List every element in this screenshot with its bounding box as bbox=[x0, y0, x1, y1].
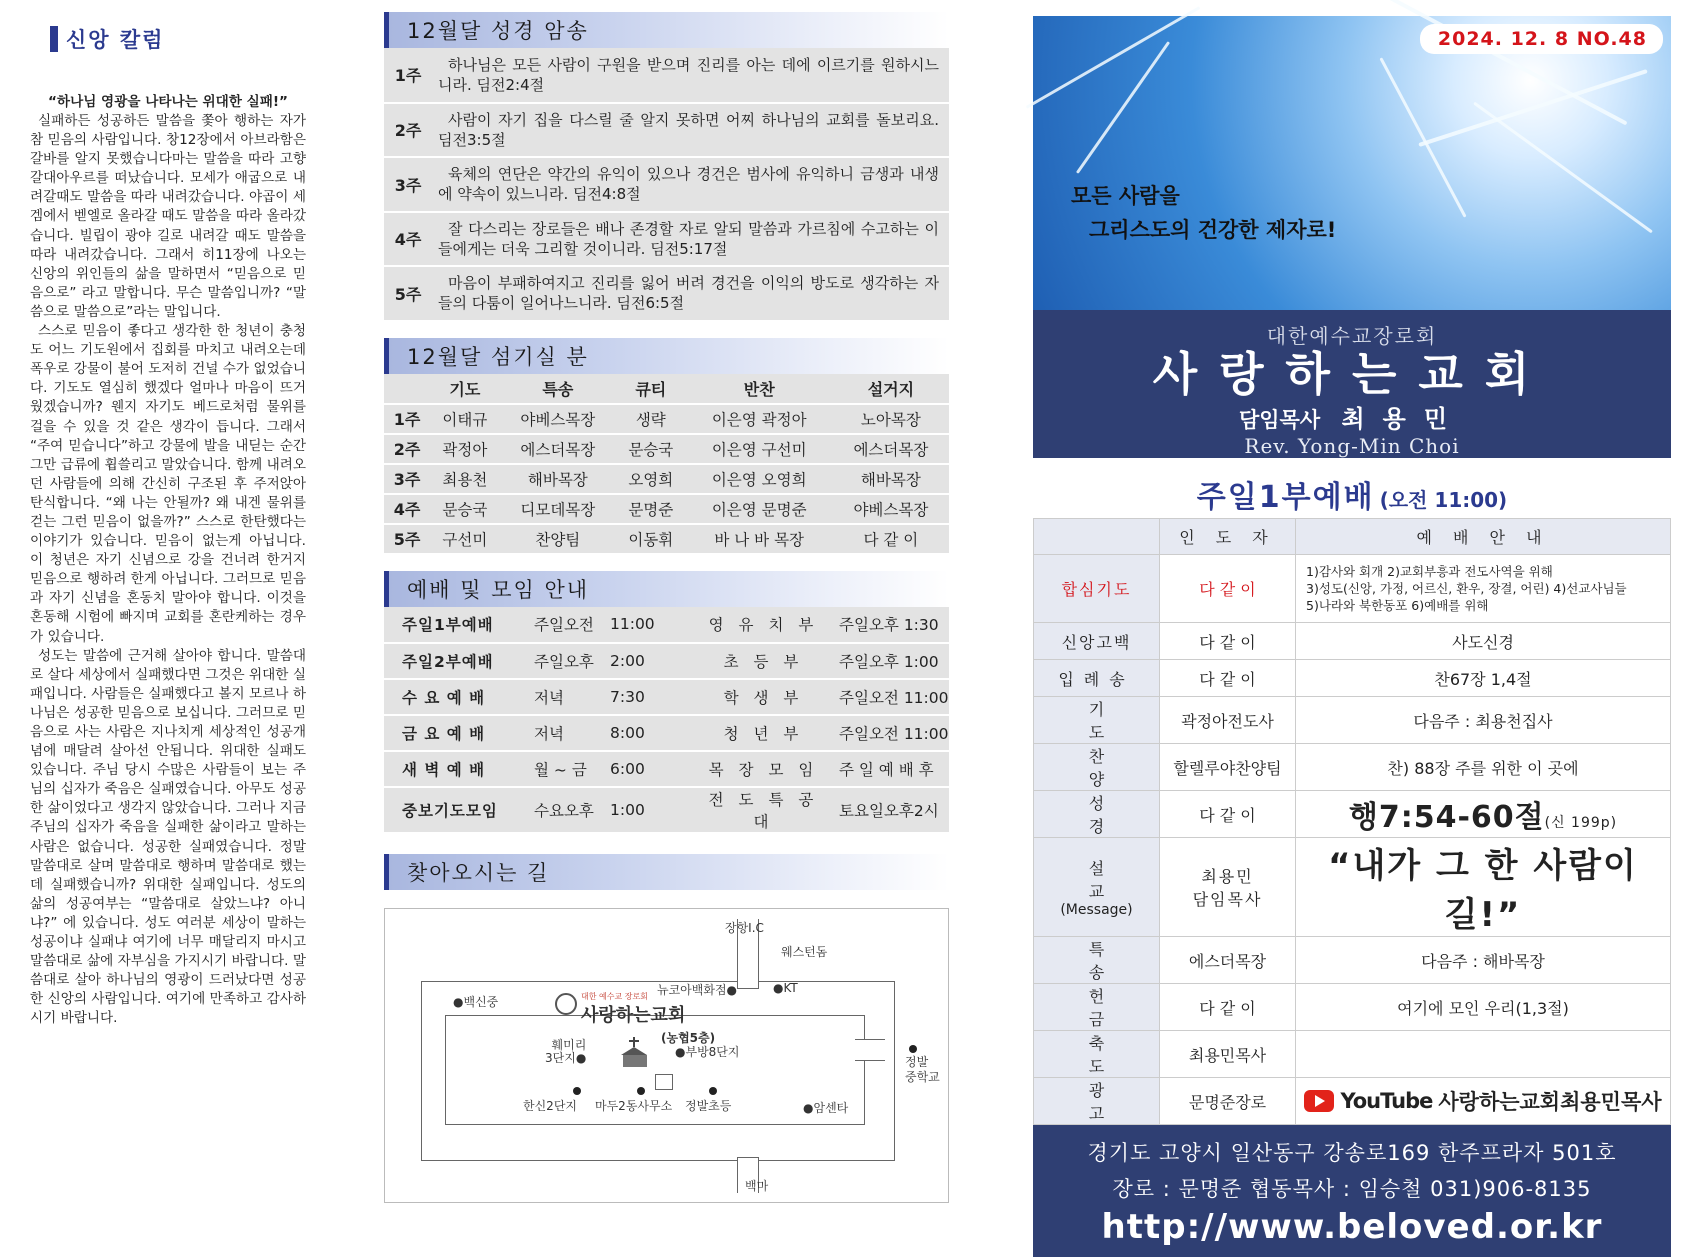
worship-time: 7:30 bbox=[610, 679, 696, 715]
directions-heading: 찾아오시는 길 bbox=[384, 854, 949, 890]
serve-cell: 노아목장 bbox=[833, 404, 949, 434]
order-info: 찬) 88장 주를 위한 이 곳에 bbox=[1296, 744, 1671, 791]
map-western-dome: 웨스턴돔 bbox=[781, 944, 828, 959]
order-col-header: 예 배 안 내 bbox=[1296, 519, 1671, 555]
serve-cell: 해바목장 bbox=[833, 464, 949, 494]
order-row bbox=[1034, 838, 1671, 937]
order-info: 다음주 : 해바목장 bbox=[1296, 937, 1671, 984]
worship-dept-time: 주일오후 1:30 bbox=[831, 607, 949, 643]
essay-paragraph: 스스로 믿음이 좋다고 생각한 한 청년이 충청도 어느 기도원에서 집회를 마치고 내려오는데 폭우로 강물이 불어 도저히 건널 수가 없었습니다. 기도도 열심히 했겠다 얼마나 마음이 뜨거웠겠습니까? 웬지 자기도 베드로처럼 물위를 걸을 수 있을 것 같은 생각이 듭니다. 그래서 “주여 믿습니다”하고 강물에 발을 내딛는 순간 그만 급류에 휩쓸리고 말았습니다. 함께 내려오던 사람들에 의해 간신히 구조된 후 주저앉아 탄식합니다. “왜 나는 안될까? 왜 내겐 물위를 걷는 그런 믿음이 없을까?” 스스로 한탄했다는 이야기가 있습니다. 믿음이 없는게 아닙니다. 이 청년은 자기 신념으로 강을 건너려 한거지 믿음으로 행하려 한게 아닙니다. 그러므로 믿음과 자기 신념을 혼동치 말아야 합니다. 이것을 혼동해 시험에 빠지며 교회를 혼란케하는 경우가 있습니다. bbox=[30, 323, 306, 645]
memory-week: 1주 bbox=[384, 48, 432, 103]
church-contact: 장로 : 문명준 협동목사 : 임승철 031)906-8135 bbox=[1112, 1177, 1592, 1201]
map-madu: 마두2동사무소 bbox=[595, 1098, 673, 1113]
map-nonghyup: (농협5층) bbox=[661, 1030, 716, 1045]
serve-cell: 오영희 bbox=[616, 464, 686, 494]
column-header bbox=[50, 24, 306, 54]
youtube-link[interactable] bbox=[1304, 1086, 1661, 1116]
sermon-label-sub: (Message) bbox=[1060, 902, 1133, 918]
worship-heading: 예배 및 모임 안내 bbox=[384, 571, 949, 607]
church-logo-icon bbox=[555, 993, 577, 1015]
order-row bbox=[1034, 984, 1671, 1031]
order-leader: 다 같 이 bbox=[1160, 660, 1296, 697]
serve-cell: 이태규 bbox=[430, 404, 500, 434]
sermon-label: 설교 bbox=[1088, 859, 1145, 901]
worship-table bbox=[384, 607, 949, 834]
worship-name: 주일2부예배 bbox=[384, 643, 524, 679]
service-name: 주일1부예배 bbox=[1196, 480, 1375, 515]
order-col-header: 인 도 자 bbox=[1160, 519, 1296, 555]
memory-row bbox=[384, 48, 949, 103]
serve-col-header: 큐티 bbox=[616, 374, 686, 404]
scripture-reference bbox=[1296, 791, 1671, 838]
worship-day: 주일오후 bbox=[524, 643, 610, 679]
church-contact-footer bbox=[1033, 1125, 1671, 1257]
worship-name: 금 요 예 배 bbox=[384, 715, 524, 751]
order-row bbox=[1034, 937, 1671, 984]
order-item: 헌금 bbox=[1034, 984, 1160, 1031]
order-item: 기도 bbox=[1034, 697, 1160, 744]
serve-cell: 문승국 bbox=[430, 494, 500, 524]
memory-heading: 12월달 성경 암송 bbox=[384, 12, 949, 48]
map-church-name: 사랑하는교회 bbox=[581, 1004, 686, 1026]
serve-cell: 이은영 문명준 bbox=[686, 494, 833, 524]
worship-row bbox=[384, 643, 949, 679]
serve-week: 4주 bbox=[384, 494, 430, 524]
order-item: 축도 bbox=[1034, 1031, 1160, 1078]
map-baekma: 백마 bbox=[745, 1178, 769, 1193]
memory-week: 2주 bbox=[384, 103, 432, 158]
serve-cell: 에스더목장 bbox=[500, 434, 616, 464]
church-address: 경기도 고양시 일산동구 강송로169 한주프라자 501호 bbox=[1087, 1141, 1617, 1165]
serve-cell: 문명준 bbox=[616, 494, 686, 524]
serve-row bbox=[384, 464, 949, 494]
essay-title: “하나님 영광을 나타나는 위대한 실패!” bbox=[48, 94, 288, 110]
order-info: 여기에 모인 우리(1,3절) bbox=[1296, 984, 1671, 1031]
serve-col-header bbox=[384, 374, 430, 404]
serve-cell: 에스더목장 bbox=[833, 434, 949, 464]
order-row bbox=[1034, 623, 1671, 660]
worship-dept: 영 유 치 부 bbox=[696, 607, 831, 643]
worship-row bbox=[384, 679, 949, 715]
order-item: 합심기도 bbox=[1034, 555, 1160, 623]
serve-cell: 곽정아 bbox=[430, 434, 500, 464]
worship-row bbox=[384, 607, 949, 643]
worship-name: 중보기도모임 bbox=[384, 787, 524, 833]
serve-cell: 이은영 오영희 bbox=[686, 464, 833, 494]
serve-header-row bbox=[384, 374, 949, 404]
order-row bbox=[1034, 744, 1671, 791]
memory-table bbox=[384, 48, 949, 322]
map-jeongbal-middle: 정발 중학교 bbox=[905, 1054, 940, 1084]
serve-cell: 이은영 곽정아 bbox=[686, 404, 833, 434]
worship-dept-time: 주일오후 1:00 bbox=[831, 643, 949, 679]
map-dot bbox=[573, 1087, 581, 1095]
serve-col-header: 기도 bbox=[430, 374, 500, 404]
memory-verse: 잘 다스리는 장로들은 배나 존경할 자로 알되 말씀과 가르침에 수고하는 이들에게는 더욱 그리할 것이니라. 딤전5:17절 bbox=[432, 212, 949, 267]
map-newcore: 뉴코아백화점● bbox=[657, 982, 738, 997]
order-item bbox=[1034, 838, 1160, 937]
pastor-line bbox=[1033, 399, 1671, 434]
order-of-worship bbox=[1033, 518, 1671, 1125]
order-row bbox=[1034, 1031, 1671, 1078]
map-hansin: 한신2단지 bbox=[523, 1098, 578, 1113]
worship-time: 1:00 bbox=[610, 787, 696, 833]
serve-cell: 바 나 바 목장 bbox=[686, 524, 833, 554]
worship-dept-time: 주일오전 11:00 bbox=[831, 679, 949, 715]
frost-branch bbox=[1076, 41, 1170, 174]
denomination: 대한예수교장로회 bbox=[1266, 324, 1438, 348]
order-row bbox=[1034, 660, 1671, 697]
worship-time: 11:00 bbox=[610, 607, 696, 643]
memory-row bbox=[384, 266, 949, 321]
order-leader: 다 같 이 bbox=[1160, 555, 1296, 623]
serve-cell: 문승국 bbox=[616, 434, 686, 464]
worship-day: 주일오전 bbox=[524, 607, 610, 643]
issue-date-badge: 2024. 12. 8 NO.48 bbox=[1420, 24, 1663, 54]
serve-col-header: 설거지 bbox=[833, 374, 949, 404]
cover-image bbox=[1033, 16, 1671, 310]
serve-week: 1주 bbox=[384, 404, 430, 434]
order-item: 광고 bbox=[1034, 1078, 1160, 1125]
worship-name: 주일1부예배 bbox=[384, 607, 524, 643]
memory-verse: 육체의 연단은 약간의 유익이 있으나 경건은 범사에 유익하니 금생과 내생에 약속이 있느니라. 딤전4:8절 bbox=[432, 157, 949, 212]
order-leader: 문명준장로 bbox=[1160, 1078, 1296, 1125]
serve-cell: 이동휘 bbox=[616, 524, 686, 554]
serve-row bbox=[384, 524, 949, 554]
scripture-ref: 행7:54-60절 bbox=[1348, 800, 1545, 835]
serve-cell: 구선미 bbox=[430, 524, 500, 554]
order-leader: 다 같 이 bbox=[1160, 791, 1296, 838]
youtube-wordmark: YouTube bbox=[1340, 1089, 1433, 1113]
worship-dept: 학 생 부 bbox=[696, 679, 831, 715]
serve-cell: 생략 bbox=[616, 404, 686, 434]
serve-cell: 찬양팀 bbox=[500, 524, 616, 554]
serve-row bbox=[384, 434, 949, 464]
faith-column bbox=[30, 24, 306, 1174]
serve-week: 3주 bbox=[384, 464, 430, 494]
worship-row bbox=[384, 715, 949, 751]
worship-day: 저녁 bbox=[524, 679, 610, 715]
essay-paragraph: 실패하든 성공하든 말씀을 쫓아 행하는 자가 참 믿음의 사람입니다. 창12장에서 아브라함은 갈바를 알지 못했습니다마는 말씀을 따라 고향 갈대아우르를 떠났습니다. 모세가 애굽으로 내려갈때도 말씀을 따라 내려갔습니다. 야곱이 세겜에서 벧엘로 올라갈 때도 말씀을 따라 올라갔습니다. 빌립이 광야 길로 내려갈 때도 말씀을 따라 내려갔습니다. 그래서 히11장에 나오는 신앙의 위인들의 삶을 말하면서 “믿음으로 믿음으로” 라고 말합니다. 무슨 말씀입니까? “말씀으로 말씀으로”라는 말입니다. bbox=[30, 113, 306, 320]
memory-verse: 사람이 자기 집을 다스릴 줄 알지 못하면 어찌 하나님의 교회를 돌보리요. 딤전3:5절 bbox=[432, 103, 949, 158]
memory-week: 5주 bbox=[384, 266, 432, 321]
serve-cell: 디모데목장 bbox=[500, 494, 616, 524]
map-church-small: 대한 예수교 장로회 bbox=[581, 991, 648, 1001]
serve-col-header: 반찬 bbox=[686, 374, 833, 404]
youtube-play-icon bbox=[1304, 1090, 1334, 1112]
pastor-name: 최용민 bbox=[1341, 405, 1466, 433]
map-jeongbal-elementary: 정발초등 bbox=[685, 1098, 732, 1113]
memory-row bbox=[384, 212, 949, 267]
slogan-line-1: 모든 사람을 bbox=[1071, 184, 1180, 208]
worship-time: 8:00 bbox=[610, 715, 696, 751]
serve-cell: 다 같 이 bbox=[833, 524, 949, 554]
prayer-topics bbox=[1296, 555, 1671, 623]
memory-verse: 마음이 부패하여지고 진리를 잃어 버려 경건을 이익의 방도로 생각하는 자들의 다툼이 일어나느니라. 딤전6:5절 bbox=[432, 266, 949, 321]
preacher-title: 담임목사 bbox=[1192, 890, 1263, 909]
worship-day: 월 ~ 금 bbox=[524, 751, 610, 787]
order-info bbox=[1296, 1031, 1671, 1078]
scripture-page: (신 199p) bbox=[1544, 815, 1618, 831]
serve-cell: 야베스목장 bbox=[500, 404, 616, 434]
serve-heading: 12월달 섬기실 분 bbox=[384, 338, 949, 374]
prayer-topic: 5)나라와 북한동포 6)예배를 위해 bbox=[1306, 598, 1489, 613]
map-kt: ●KT bbox=[773, 980, 798, 995]
worship-dept: 청 년 부 bbox=[696, 715, 831, 751]
prayer-topic: 1)감사와 회개 2)교회부흥과 전도사역을 위해 bbox=[1306, 564, 1553, 579]
map-jangang-ic: 장항I.C bbox=[725, 920, 764, 935]
serve-cell: 야베스목장 bbox=[833, 494, 949, 524]
pastor-english-name: Rev. Yong-Min Choi bbox=[1244, 434, 1460, 458]
map-dot bbox=[709, 1087, 717, 1095]
worship-dept-time: 주 일 예 배 후 bbox=[831, 751, 949, 787]
worship-time: 2:00 bbox=[610, 643, 696, 679]
map-dot bbox=[637, 1087, 645, 1095]
worship-dept: 초 등 부 bbox=[696, 643, 831, 679]
frost-branch bbox=[1379, 57, 1466, 217]
essay-body bbox=[30, 112, 306, 1029]
slogan-line-2: 그리스도의 건강한 제자로! bbox=[1089, 218, 1337, 242]
prayer-topic: 3)성도(신앙, 가정, 어르신, 환우, 장결, 어린) 4)선교사님들 bbox=[1306, 581, 1627, 596]
map-bubang: ●부방8단지 bbox=[675, 1044, 740, 1059]
order-item: 찬양 bbox=[1034, 744, 1160, 791]
preacher-name: 최용민 bbox=[1201, 867, 1254, 886]
order-leader: 최용민목사 bbox=[1160, 1031, 1296, 1078]
worship-name: 수 요 예 배 bbox=[384, 679, 524, 715]
order-leader: 에스더목장 bbox=[1160, 937, 1296, 984]
serve-week: 5주 bbox=[384, 524, 430, 554]
crosswalk-icon bbox=[655, 1074, 673, 1090]
serve-cell: 최용천 bbox=[430, 464, 500, 494]
column-heading: 신앙 칼럼 bbox=[66, 28, 165, 52]
order-header-row bbox=[1034, 519, 1671, 555]
youtube-channel[interactable] bbox=[1296, 1078, 1671, 1125]
worship-row bbox=[384, 787, 949, 833]
worship-name: 새 벽 예 배 bbox=[384, 751, 524, 787]
order-leader: 다 같 이 bbox=[1160, 984, 1296, 1031]
directions-map bbox=[384, 908, 949, 1203]
header-bar bbox=[50, 26, 58, 52]
memory-row bbox=[384, 157, 949, 212]
worship-dept-time: 토요일오후2시 bbox=[831, 787, 949, 833]
worship-time: 6:00 bbox=[610, 751, 696, 787]
order-row bbox=[1034, 697, 1671, 744]
memory-row bbox=[384, 103, 949, 158]
serve-row bbox=[384, 494, 949, 524]
order-info: 찬67장 1,4절 bbox=[1296, 660, 1671, 697]
serve-cell: 이은영 구선미 bbox=[686, 434, 833, 464]
church-name: 사랑하는교회 bbox=[1152, 347, 1552, 401]
worship-day: 저녁 bbox=[524, 715, 610, 751]
essay-paragraph: 성도는 말씀에 근거해 살아야 합니다. 말씀대로 살다 세상에서 실패했다면 그것은 위대한 실패입니다. 사람들은 실패했다고 볼지 모르나 하나님은 성공한 믿음으로 보십니다. 그러므로 믿음으로 사는 사람은 지나치게 세상적인 성공개념에 매달려 살아선 안됩니다. 위대한 실패도 있습니다. 주님 당시 수많은 사람들이 보는 주님의 십자가 죽음은 실패였습니다. 아무도 성공한 삶이었다고 생각지 않았습니다. 그러나 지금 주님의 십자가 죽음을 실패한 삶이라고 말하는 사람은 없습니다. 성공한 실패였습니다. 정말 말씀대로 살며 말씀대로 행하며 말씀대로 했는데 실패했습니까? 위대한 실패입니다. 성도의 삶의 성공여부는 “말씀대로 살았느냐? 아니냐?” 에 있습니다. 성도 여러분 세상이 말하는 성공이냐 실패냐 여기에 너무 매달리지 마시고 말씀대로 삶에 자부심을 가지시기 바랍니다. 말씀대로 살아 하나님의 영광이 드러났다면 성공한 신앙의 사람입니다. 여기에 만족하고 감사하시기 바랍니다. bbox=[30, 647, 306, 1027]
worship-row bbox=[384, 751, 949, 787]
order-item: 성경 bbox=[1034, 791, 1160, 838]
serve-cell: 해바목장 bbox=[500, 464, 616, 494]
order-leader: 곽정아전도사 bbox=[1160, 697, 1296, 744]
sermon-title: “내가 그 한 사람이길!” bbox=[1296, 838, 1671, 937]
serve-week: 2주 bbox=[384, 434, 430, 464]
memory-week: 4주 bbox=[384, 212, 432, 267]
frost-branch bbox=[1026, 6, 1201, 109]
worship-dept: 목 장 모 임 bbox=[696, 751, 831, 787]
frost-branch bbox=[1418, 69, 1647, 147]
order-info: 사도신경 bbox=[1296, 623, 1671, 660]
service-title bbox=[1033, 458, 1671, 518]
road-east bbox=[855, 1039, 885, 1061]
church-website-link[interactable]: http://www.beloved.or.kr bbox=[1101, 1207, 1603, 1247]
map-baeksin: ●백신중 bbox=[453, 994, 499, 1009]
pastor-title: 담임목사 bbox=[1238, 408, 1321, 432]
map-humiri: 훼미리 3단지● bbox=[545, 1037, 587, 1065]
serve-row bbox=[384, 404, 949, 434]
order-info: 다음주 : 최용천집사 bbox=[1296, 697, 1671, 744]
memory-verse: 하나님은 모든 사람이 구원을 받으며 진리를 아는 데에 이르기를 원하시느니라. 딤전2:4절 bbox=[432, 48, 949, 103]
order-leader bbox=[1160, 838, 1296, 937]
order-item: 특송 bbox=[1034, 937, 1160, 984]
worship-dept: 전 도 특 공 대 bbox=[696, 787, 831, 833]
middle-column bbox=[384, 12, 949, 1203]
worship-dept-time: 주일오전 11:00 bbox=[831, 715, 949, 751]
order-leader: 할렐루야찬양팀 bbox=[1160, 744, 1296, 791]
frost-branch bbox=[1378, 0, 1627, 125]
order-row bbox=[1034, 555, 1671, 623]
church-banner bbox=[1033, 310, 1671, 458]
worship-day: 수요오후 bbox=[524, 787, 610, 833]
order-item: 입례송 bbox=[1034, 660, 1160, 697]
serve-table bbox=[384, 374, 949, 555]
memory-week: 3주 bbox=[384, 157, 432, 212]
order-row bbox=[1034, 791, 1671, 838]
order-col-header bbox=[1034, 519, 1160, 555]
church-building-icon bbox=[617, 1037, 657, 1067]
map-cancer-center: ●암센타 bbox=[803, 1100, 849, 1115]
order-leader: 다 같 이 bbox=[1160, 623, 1296, 660]
bulletin-cover bbox=[1033, 16, 1671, 1257]
serve-col-header: 특송 bbox=[500, 374, 616, 404]
service-time: (오전 11:00) bbox=[1379, 488, 1508, 512]
youtube-channel-name: 사랑하는교회최용민목사 bbox=[1438, 1090, 1662, 1114]
order-row bbox=[1034, 1078, 1671, 1125]
order-item: 신앙고백 bbox=[1034, 623, 1160, 660]
map-dot bbox=[909, 1045, 917, 1053]
